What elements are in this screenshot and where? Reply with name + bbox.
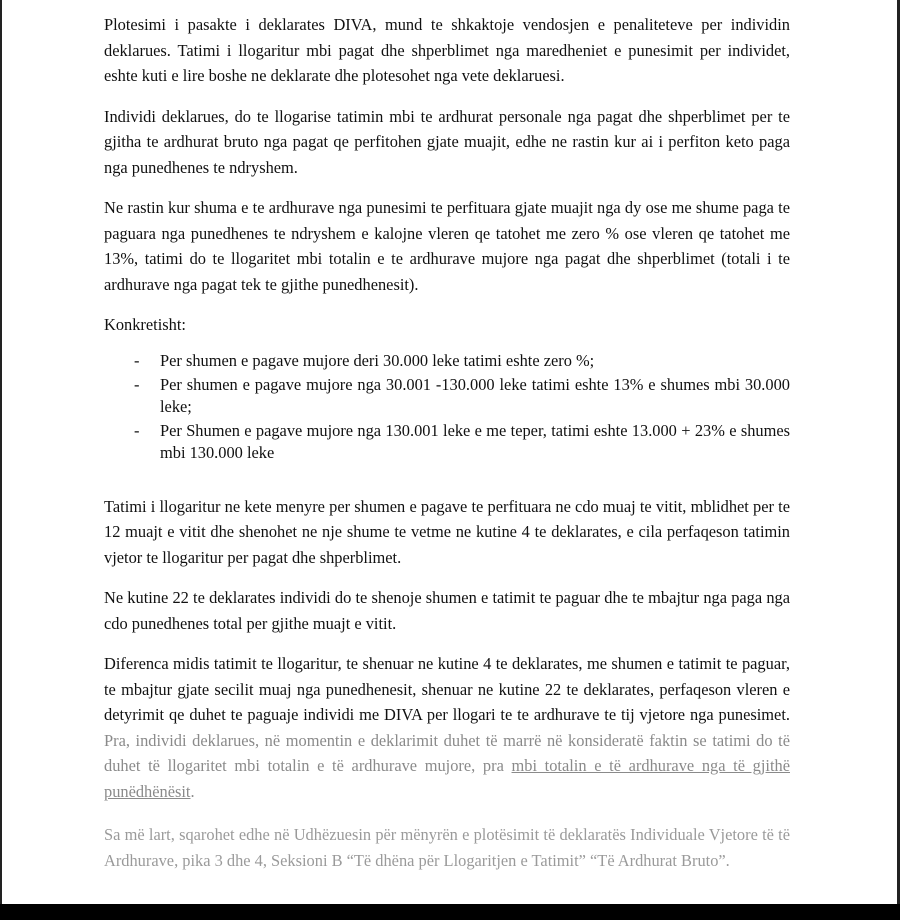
paragraph-1: Plotesimi i pasakte i deklarates DIVA, mund te shkaktoje vendosjen e penaliteteve per individin deklarues. Tatimi i llogaritur mbi pagat dhe shperblimet nga maredheniet e punesimit per individet, eshte kuti e lire boshe ne deklarate dhe plotesohet nga vete deklaruesi. (104, 15, 790, 85)
document-body (104, 12, 790, 888)
paragraph-2: Individi deklarues, do te llogarise tatimin mbi te ardhurat personale nga pagat dhe shperblimet per te gjitha te ardhurat bruto nga pagat qe perfitohen gjate muajit, edhe ne rastin kur ai i perfiton keto paga nga punedhenes te ndryshem. (104, 106, 790, 177)
paragraph-7-faded: Pra, individi deklarues, në momentin e deklarimit duhet të marrë në konsideratë faktin se tatimi do të duhet të llogaritet mbi totalin e të ardhurave mujore, pra (104, 730, 790, 775)
konkretisht-label: Konkretisht: (104, 315, 186, 334)
list-item (134, 420, 790, 464)
bracket-text: Per shumen e pagave mujore deri 30.000 leke tatimi eshte zero %; (160, 350, 595, 370)
paragraph-7 (104, 651, 790, 804)
bracket-text: Per Shumen e pagave mujore nga 130.001 leke e me teper, tatimi eshte 13.000 + 23% e shumes mbi 130.000 leke (160, 420, 790, 462)
page-edge-left (0, 0, 2, 905)
tax-bracket-list (104, 350, 790, 464)
bracket-text: Per shumen e pagave mujore nga 30.001 -130.000 leke tatimi eshte 13% e shumes mbi 30.000 leke; (160, 374, 790, 416)
paragraph-7-main: Diferenca midis tatimit te llogaritur, te shenuar ne kutine 4 te deklarates, me shumen e tatimit te paguar, te mbajtur gjate secilit muaj nga punedhenesit, shenuar ne kutine 22 te deklarates, perfaqeson vleren e detyrimit qe duhet te paguaje individi me DIVA per llogari te te ardhurave te tij vjetore nga punesimet. (104, 654, 790, 724)
paragraph-7-underlined: mbi totalin e të ardhurave nga të gjithë punëdhënësit (104, 756, 790, 801)
bullet-dash: - (134, 420, 140, 440)
list-item (134, 374, 790, 418)
paragraph-8: Sa më lart, sqarohet edhe në Udhëzuesin për mënyrën e plotësimit të deklaratës Individuale Vjetore të të Ardhurave, pika 3 dhe 4, Seksioni B “Të dhëna për Llogaritjen e Tatimit” “Të Ardhurat Bruto”. (104, 825, 790, 870)
paragraph-6: Ne kutine 22 te deklarates individi do te shenoje shumen e tatimit te paguar dhe te mbajtur nga paga nga cdo punedhenes total per gjithe muajt e vitit. (104, 588, 790, 633)
bullet-dash: - (134, 350, 140, 370)
list-item (134, 350, 790, 372)
paragraph-3: Ne rastin kur shuma e te ardhurave nga punesimi te perfituara gjate muajit nga dy ose me shume paga te paguara nga punedhenes te ndryshem e kalojne vleren qe tatohet me zero % ose vleren qe tatohet me 13%, tatimi do te llogaritet mbi totalin e te ardhurave mujore nga pagat dhe shperblimet (totali i te ardhurave nga pagat tek te gjithe punedhenesit). (104, 198, 790, 294)
bullet-dash: - (134, 374, 140, 394)
paragraph-5: Tatimi i llogaritur ne kete menyre per shumen e pagave te perfituara ne cdo muaj te vitit, mblidhet per te 12 muajt e vitit dhe shenohet ne nje shume te vetme ne kutine 4 te deklarates, e cila perfaqeson tatimin vjetor te llogaritur per pagat dhe shperblimet. (104, 496, 790, 567)
paragraph-7-end: . (190, 781, 195, 801)
page-bottom-edge (0, 904, 900, 920)
